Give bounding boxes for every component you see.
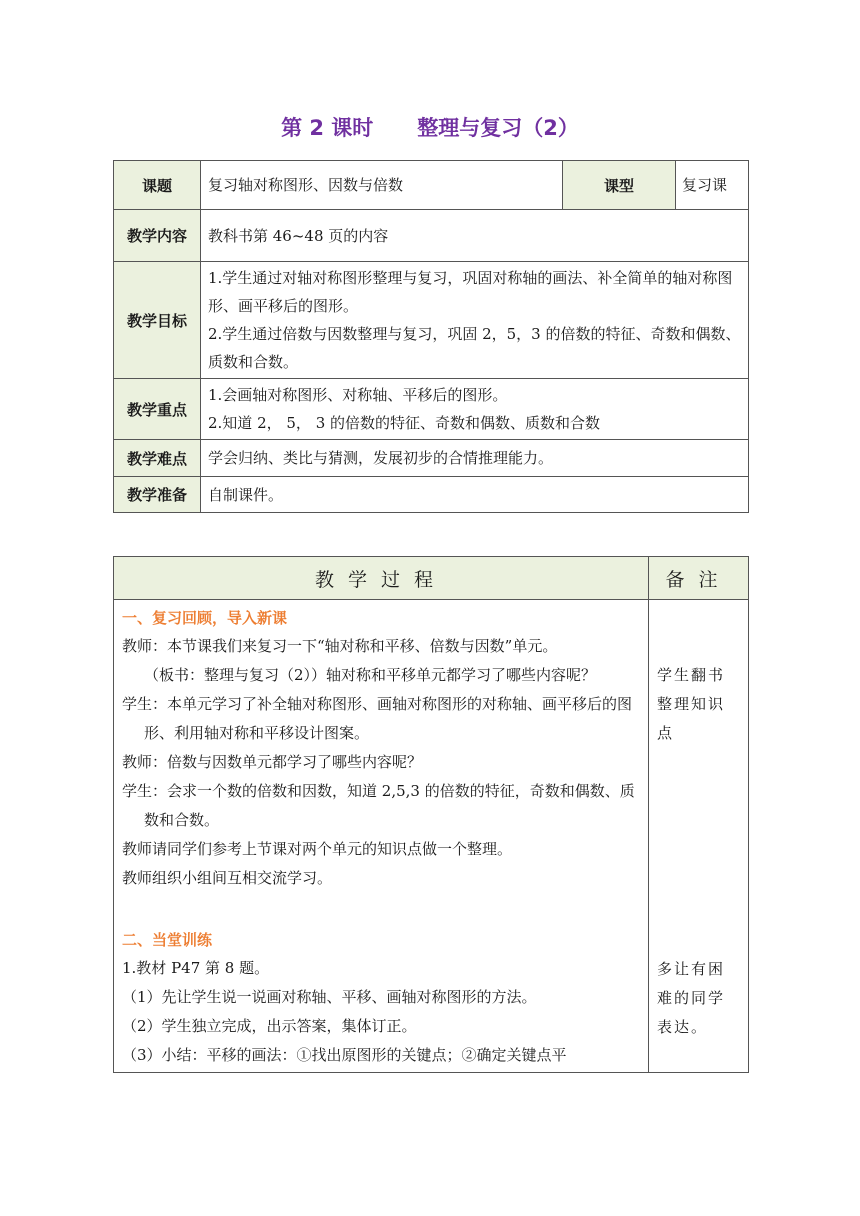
prep-label: 教学准备 (114, 477, 201, 513)
key-points-label: 教学重点 (114, 379, 201, 440)
prep-row (114, 477, 749, 513)
lesson-number: 第 2 课时 (281, 116, 374, 140)
note-text: 学生翻书整理知识点 (657, 666, 726, 742)
lesson-info-table (113, 160, 749, 513)
type-label: 课型 (563, 161, 676, 210)
process-header: 教学过程 (114, 557, 649, 600)
process-header-row (114, 557, 749, 600)
key-points-cell (201, 379, 749, 440)
process-line: 教师组织小组间互相交流学习。 (122, 869, 333, 887)
difficulty-label: 教学难点 (114, 440, 201, 477)
process-line: 学生：本单元学习了补全轴对称图形、画轴对称图形的对称轴、画平移后的图形、利用轴对称和平移设计图案。 (122, 695, 633, 742)
key-point-item: 2.知道 2， 5， 3 的倍数的特征、奇数和偶数、质数和合数 (208, 414, 601, 432)
lesson-topic: 整理与复习（2） (417, 116, 579, 140)
key-points-row (114, 379, 749, 440)
difficulty-row (114, 440, 749, 477)
process-line: 教师：倍数与因数单元都学习了哪些内容呢？ (122, 753, 423, 771)
subject-value: 复习轴对称图形、因数与倍数 (201, 161, 563, 210)
goals-label: 教学目标 (114, 262, 201, 379)
process-content (114, 600, 649, 1073)
goals-cell (201, 262, 749, 379)
process-line: 1.教材 P47 第 8 题。 (122, 959, 270, 977)
page-title (0, 112, 860, 142)
notes-content (649, 600, 749, 1073)
section-title: 一、复习回顾，导入新课 (122, 609, 288, 627)
notes-header: 备注 (649, 557, 749, 600)
subject-label: 课题 (114, 161, 201, 210)
difficulty-value: 学会归纳、类比与猜测，发展初步的合情推理能力。 (201, 440, 749, 477)
goals-row (114, 262, 749, 379)
process-line: （2）学生独立完成，出示答案，集体订正。 (122, 1017, 417, 1035)
spacer (122, 893, 640, 922)
content-label: 教学内容 (114, 210, 201, 262)
subject-row (114, 161, 749, 210)
note-text: 多让有困难的同学表达。 (657, 960, 726, 1036)
content-value: 教科书第 46~48 页的内容 (201, 210, 749, 262)
goal-item: 2.学生通过倍数与因数整理与复习，巩固 2，5，3 的倍数的特征、奇数和偶数、质数和合数。 (208, 325, 741, 371)
process-body-row (114, 600, 749, 1073)
type-value: 复习课 (676, 161, 749, 210)
teaching-process-table (113, 556, 749, 1073)
prep-value: 自制课件。 (201, 477, 749, 513)
section-title: 二、当堂训练 (122, 931, 213, 949)
process-line: 教师请同学们参考上节课对两个单元的知识点做一个整理。 (122, 840, 513, 858)
process-line: 学生：会求一个数的倍数和因数，知道 2,5,3 的倍数的特征，奇数和偶数、质数和合数。 (122, 782, 635, 829)
process-line: （3）小结：平移的画法：①找出原图形的关键点；②确定关键点平 (122, 1046, 567, 1064)
key-point-item: 1.会画轴对称图形、对称轴、平移后的图形。 (208, 386, 508, 404)
goal-item: 1.学生通过对轴对称图形整理与复习，巩固对称轴的画法、补全简单的轴对称图形、画平移后的图形。 (208, 269, 733, 315)
process-line: 教师：本节课我们来复习一下“轴对称和平移、倍数与因数”单元。 (122, 637, 558, 655)
process-line: （板书：整理与复习（2））轴对称和平移单元都学习了哪些内容呢？ (144, 666, 597, 684)
content-row (114, 210, 749, 262)
process-line: （1）先让学生说一说画对称轴、平移、画轴对称图形的方法。 (122, 988, 537, 1006)
